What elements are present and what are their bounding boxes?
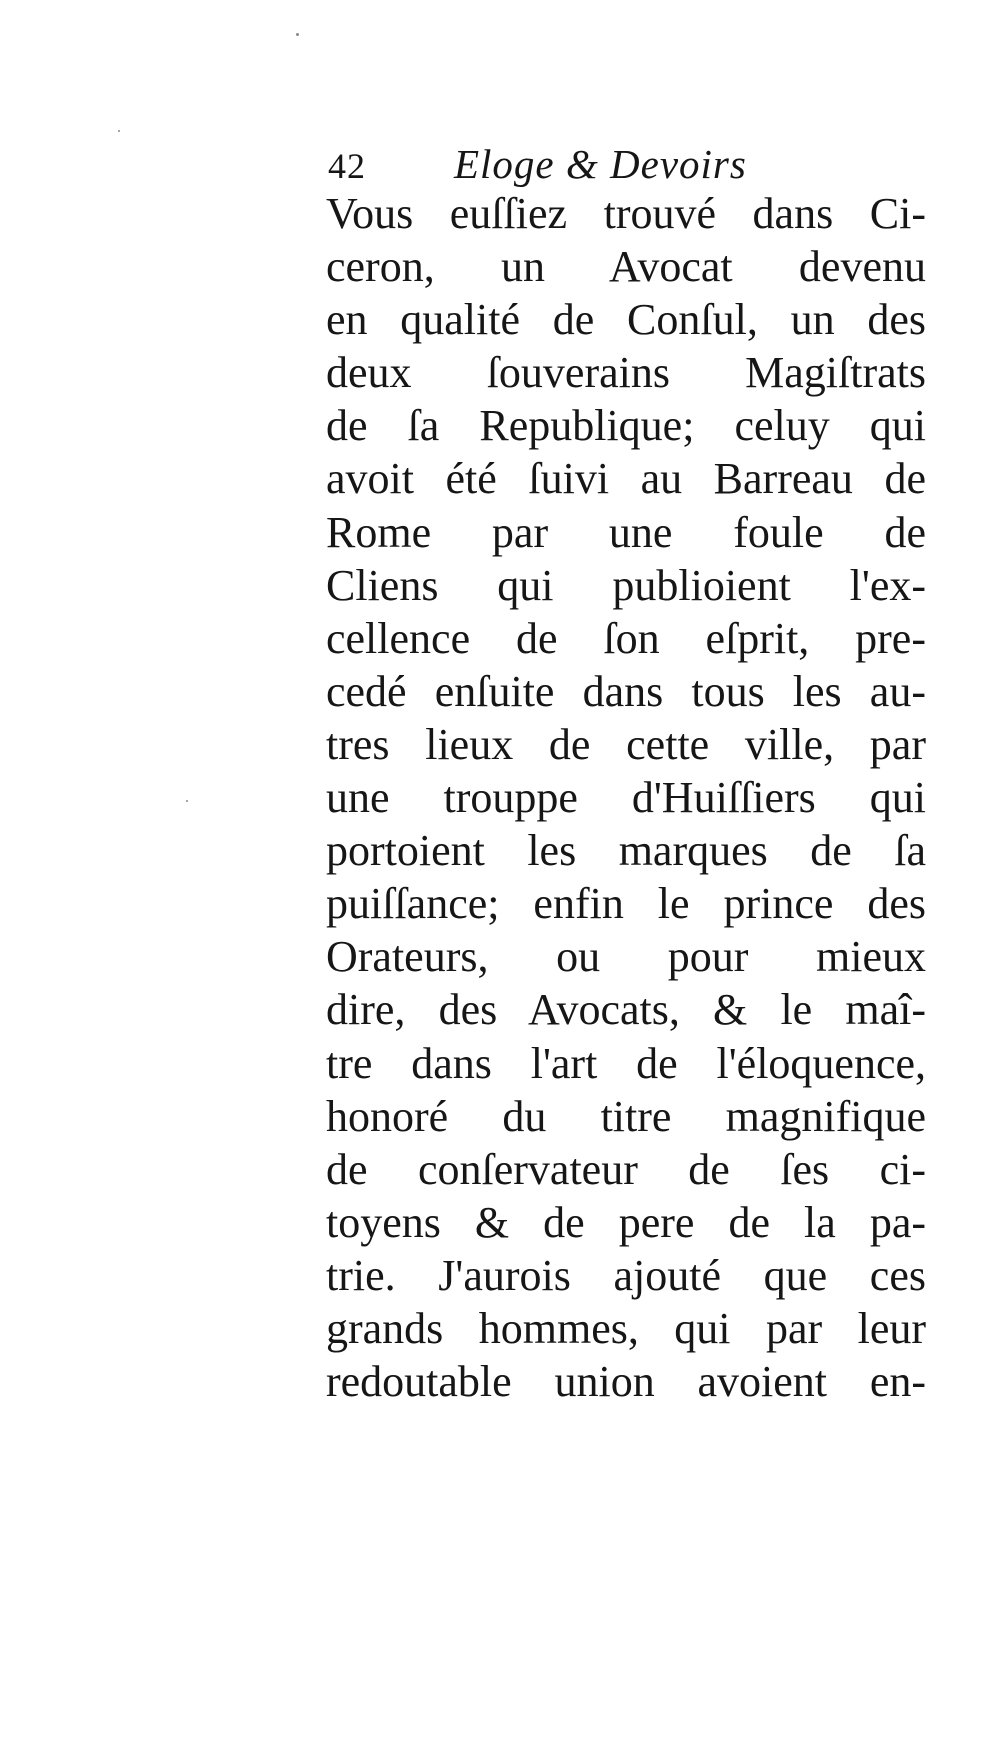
text-line: Orateurs, ou pour mieux: [326, 932, 926, 982]
text-line: cellence de ſon eſprit, pre-: [326, 613, 926, 663]
text-line: grands hommes, qui par leur: [326, 1303, 926, 1353]
page-number: 42: [328, 146, 366, 186]
page-header: [328, 142, 928, 192]
text-line: portoient les marques de ſa: [326, 826, 926, 876]
text-line: toyens & de pere de la pa-: [326, 1197, 926, 1247]
text-line: cedé enſuite dans tous les au-: [326, 666, 926, 716]
text-line: de conſervateur de ſes ci-: [326, 1144, 926, 1194]
text-line: ceron, un Avocat devenu: [326, 242, 926, 292]
text-line: dire, des Avocats, & le maî-: [326, 985, 926, 1035]
paper-speck: [186, 800, 188, 802]
text-line: de ſa Republique; celuy qui: [326, 401, 926, 451]
text-line: avoit été ſuivi au Barreau de: [326, 454, 926, 504]
paper-speck: [118, 130, 120, 132]
text-line: Vous euſſiez trouvé dans Ci-: [326, 189, 926, 238]
text-line: en qualité de Conſul, un des: [326, 295, 926, 345]
text-line: une trouppe d'Huiſſiers qui: [326, 773, 926, 823]
running-title: Eloge & Devoirs: [454, 141, 747, 187]
body-text: [326, 187, 926, 1408]
text-line: Rome par une foule de: [326, 507, 926, 557]
text-line: Cliens qui publioient l'ex-: [326, 560, 926, 610]
text-line: honoré du titre magnifique: [326, 1091, 926, 1141]
text-line: trie. J'aurois ajouté que ces: [326, 1250, 926, 1300]
text-line: tre dans l'art de l'éloquence,: [326, 1038, 926, 1088]
paper-speck: [296, 33, 299, 36]
text-line: redoutable union avoient en-: [326, 1357, 926, 1407]
text-line: puiſſance; enfin le prince des: [326, 879, 926, 929]
text-line: tres lieux de cette ville, par: [326, 719, 926, 769]
text-line: deux ſouverains Magiſtrats: [326, 348, 926, 398]
